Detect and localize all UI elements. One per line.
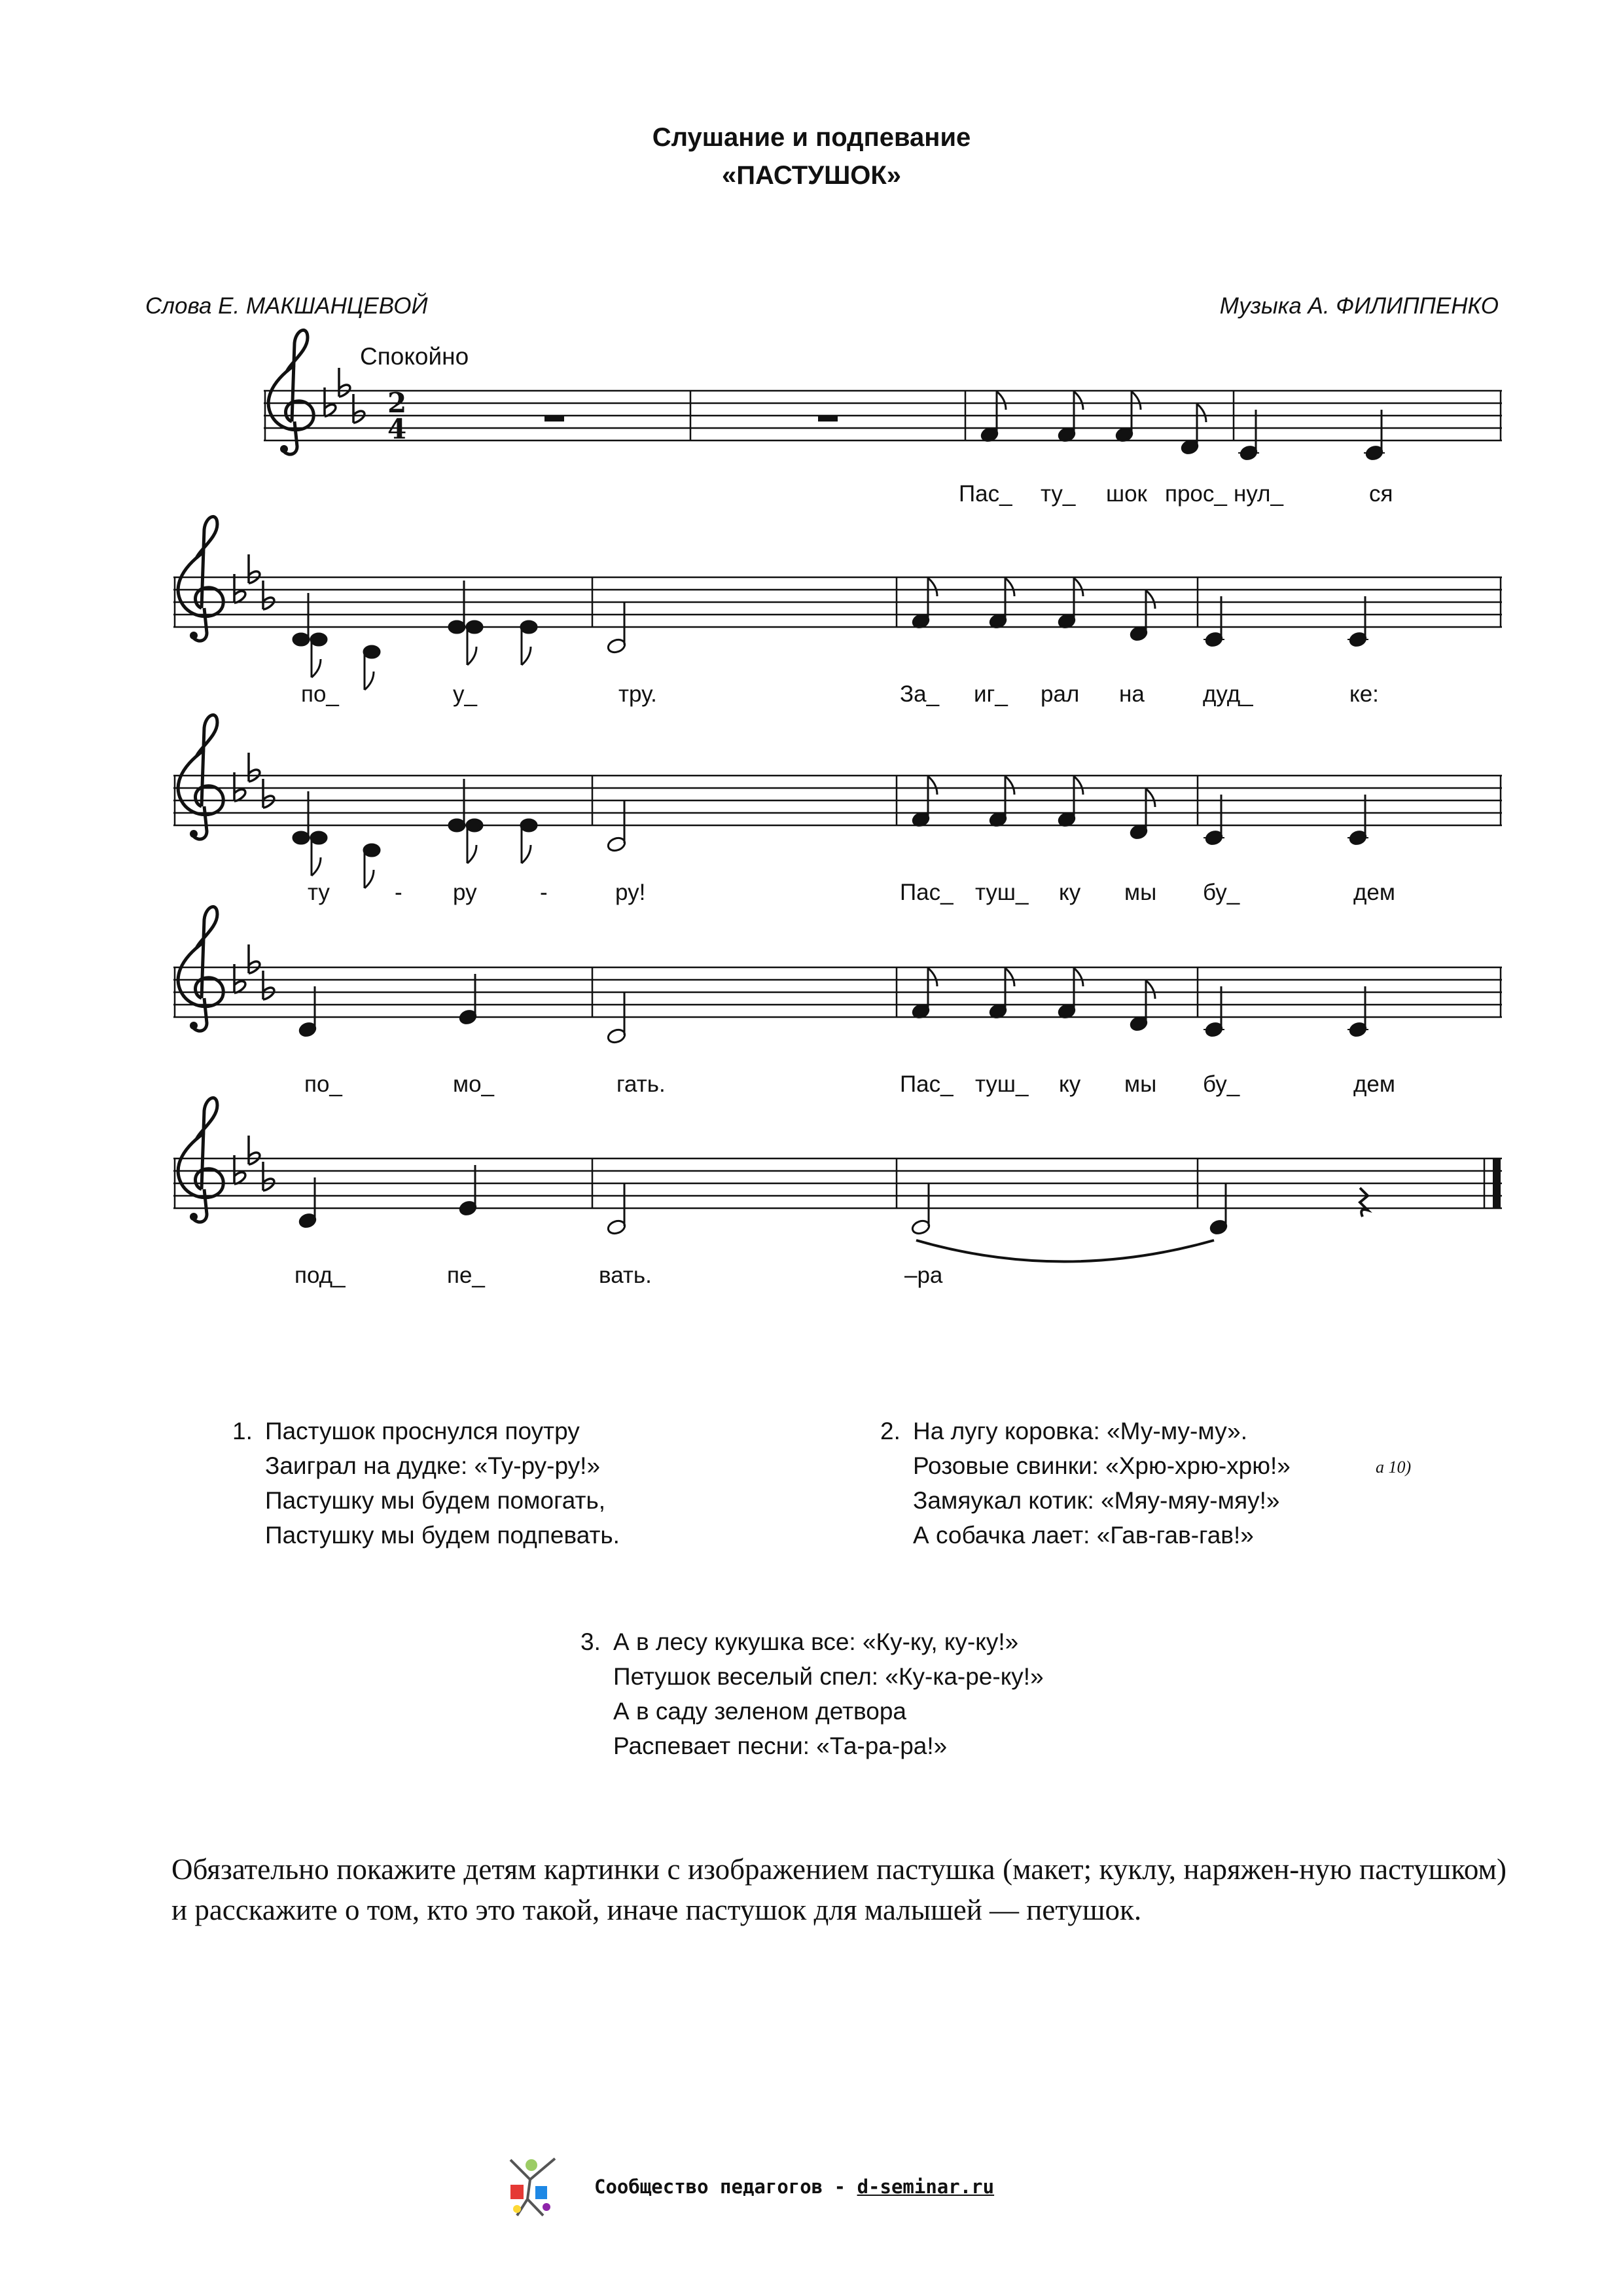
time-signature-bottom: 4 — [387, 413, 407, 445]
key-signature — [234, 1136, 274, 1191]
teacher-instruction: Обязательно покажите детям картинки с изображением пастушка (макет; куклу, наряжен-ную пастушком) и расскажите о том, кто это такой, иначе пастушок для малышей — петушок. — [171, 1853, 1507, 1926]
treble-clef — [178, 906, 223, 1031]
lyric-syllable: ру — [453, 880, 477, 905]
key-signature — [234, 554, 274, 609]
treble-clef — [268, 330, 313, 454]
key-signature — [325, 368, 365, 423]
community-logo-icon — [497, 2153, 576, 2219]
notes-measure-8 — [1204, 596, 1368, 648]
lyric-syllable: мы — [1124, 880, 1157, 905]
lyric-syllable: мо_ — [453, 1071, 494, 1097]
lyric-syllable: у_ — [453, 681, 477, 707]
lyric-syllable: бу_ — [1203, 880, 1240, 905]
verse-1 — [232, 1414, 620, 1552]
lyric-syllable: За_ — [900, 681, 940, 707]
treble-clef — [178, 715, 223, 839]
lyric-syllable: пе_ — [447, 1263, 485, 1288]
lyric-syllable: ту_ — [1041, 481, 1076, 507]
lyric-syllable: на — [1119, 681, 1145, 707]
final-barline — [1493, 1158, 1501, 1208]
notes-measure-13 — [298, 974, 478, 1038]
whole-rest — [544, 416, 564, 422]
verse-2 — [880, 1414, 1291, 1552]
footnote-mark: а 10) — [1376, 1458, 1412, 1477]
lyric-syllable: ку — [1059, 880, 1081, 905]
verse-line: Петушок веселый спел: «Ку-ка-ре-ку!» — [613, 1663, 1044, 1690]
verse-number: 1. — [232, 1418, 253, 1444]
verse-line: Пастушку мы будем подпевать. — [265, 1522, 620, 1549]
verse-line: А в лесу кукушка все: «Ку-ку, ку-ку!» — [613, 1628, 1019, 1655]
lyric-syllable: вать. — [599, 1263, 652, 1288]
staff-system-5 — [173, 1098, 1502, 1288]
notes-measure-20 — [1209, 1184, 1368, 1236]
notes-measure-4 — [1238, 410, 1385, 461]
footer — [497, 2153, 1086, 2219]
lyric-syllable: дуд_ — [1203, 681, 1253, 707]
lyric-syllable: шок — [1106, 481, 1147, 507]
notes-measure-14 — [607, 992, 627, 1045]
notes-measure-11 — [912, 776, 1155, 840]
notes-measure-19 — [911, 1183, 931, 1236]
lyric-syllable: ся — [1369, 481, 1393, 507]
lyric-syllable: Пас_ — [900, 1071, 954, 1097]
verse-line: Замяукал котик: «Мяу-мяу-мяу!» — [913, 1487, 1280, 1514]
verse-line: Пастушку мы будем помогать, — [265, 1487, 606, 1514]
lyric-syllable: ру! — [615, 880, 646, 905]
verse-line: А в саду зеленом детвора — [613, 1698, 906, 1725]
staff-system-2 — [173, 516, 1502, 707]
verse-number: 2. — [880, 1418, 901, 1444]
notes-measure-5 — [293, 581, 537, 690]
notes-measure-15 — [912, 968, 1155, 1032]
verse-line: Заиграл на дудке: «Ту-ру-ру!» — [265, 1452, 601, 1479]
lyric-syllable: иг_ — [974, 681, 1008, 707]
time-signature-top: 2 — [387, 387, 407, 419]
lyric-syllable: Пас_ — [900, 880, 954, 905]
lyric-syllable: - — [540, 880, 548, 905]
lyric-syllable: ту — [308, 880, 330, 905]
lyric-syllable: бу_ — [1203, 1071, 1240, 1097]
lyric-syllable: туш_ — [975, 880, 1029, 905]
verse-3 — [580, 1624, 1044, 1763]
lyric-syllable: под_ — [294, 1263, 346, 1288]
lyric-syllable: тру. — [618, 681, 657, 707]
verse-line: А собачка лает: «Гав-гав-гав!» — [913, 1522, 1254, 1549]
lyric-syllable: Пас_ — [959, 481, 1012, 507]
verse-line: Розовые свинки: «Хрю-хрю-хрю!» — [913, 1452, 1291, 1479]
notes-measure-9 — [293, 779, 537, 888]
tempo-marking: Спокойно — [360, 343, 469, 370]
notes-measure-17 — [298, 1165, 478, 1229]
lyrics-credit: Слова Е. МАКШАНЦЕВОЙ — [145, 293, 428, 319]
lyric-syllable: - — [395, 880, 402, 905]
lyric-syllable: гать. — [616, 1071, 666, 1097]
lyric-syllable: –ра — [904, 1263, 943, 1288]
verse-line: На лугу коровка: «Му-му-му». — [913, 1418, 1248, 1444]
tie — [916, 1240, 1214, 1262]
verse-line: Распевает песни: «Та-ра-ра!» — [613, 1732, 948, 1759]
staff-system-3 — [173, 715, 1502, 905]
lyric-syllable: ке: — [1349, 681, 1379, 707]
lyric-syllable: рал — [1041, 681, 1080, 707]
notes-measure-6 — [607, 602, 627, 655]
lyric-syllable: дем — [1353, 880, 1395, 905]
footer-label: Сообщество педагогов - — [594, 2176, 857, 2198]
staff-system-4 — [173, 906, 1502, 1097]
key-signature — [234, 753, 274, 808]
notes-measure-16 — [1204, 986, 1368, 1038]
notes-measure-10 — [607, 800, 627, 853]
lyric-syllable: нул_ — [1234, 481, 1283, 507]
notes-measure-7 — [912, 578, 1155, 642]
site-link[interactable]: d-seminar.ru — [857, 2176, 995, 2198]
treble-clef — [178, 1098, 223, 1222]
page-title: Слушание и подпевание — [652, 123, 971, 152]
lyric-syllable: туш_ — [975, 1071, 1029, 1097]
notes-measure-3 — [980, 391, 1206, 456]
treble-clef — [178, 516, 223, 641]
music-credit: Музыка А. ФИЛИППЕНКО — [1219, 293, 1499, 319]
whole-rest — [818, 416, 838, 422]
notes-measure-12 — [1204, 795, 1368, 846]
lyric-syllable: прос_ — [1165, 481, 1227, 507]
verse-number: 3. — [580, 1628, 601, 1655]
key-signature — [234, 944, 274, 999]
song-title: «ПАСТУШОК» — [721, 161, 902, 190]
quarter-rest — [1360, 1188, 1368, 1217]
notes-measure-18 — [607, 1183, 627, 1236]
lyric-syllable: дем — [1353, 1071, 1395, 1097]
lyric-syllable: по_ — [304, 1071, 342, 1097]
lyric-syllable: по_ — [301, 681, 339, 707]
verse-line: Пастушок проснулся поутру — [265, 1418, 580, 1444]
lyric-syllable: ку — [1059, 1071, 1081, 1097]
lyric-syllable: мы — [1124, 1071, 1157, 1097]
